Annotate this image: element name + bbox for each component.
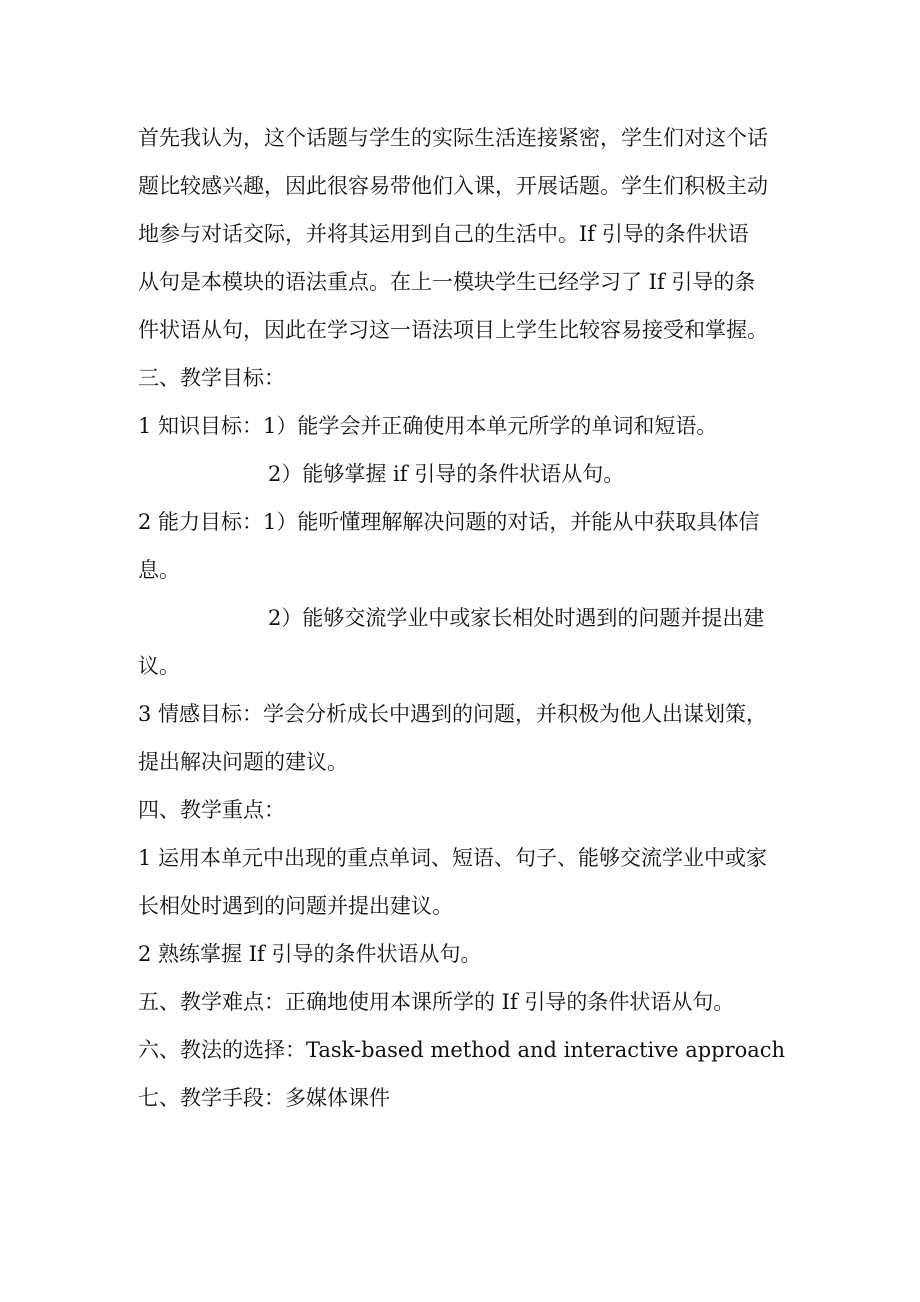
section-heading-objectives: 三、教学目标： (138, 366, 285, 390)
objective-knowledge-2: 2）能够掌握 if 引导的条件状语从句。 (268, 462, 625, 486)
section-teaching-means: 七、教学手段：多媒体课件 (138, 1086, 390, 1110)
section-difficulties: 五、教学难点：正确地使用本课所学的 If 引导的条件状语从句。 (138, 990, 735, 1014)
objective-knowledge-1: 1 知识目标：1）能学会并正确使用本单元所学的单词和短语。 (138, 414, 718, 438)
key-point-2: 2 熟练掌握 If 引导的条件状语从句。 (138, 942, 482, 966)
paragraph-line: 从句是本模块的语法重点。在上一模块学生已经学习了 If 引导的条 (138, 270, 756, 294)
paragraph-line: 首先我认为，这个话题与学生的实际生活连接紧密，学生们对这个话 (138, 126, 768, 150)
section-teaching-method: 六、教法的选择：Task-based method and interactive approach (138, 1038, 786, 1062)
objective-ability-2: 2）能够交流学业中或家长相处时遇到的问题并提出建 (268, 606, 765, 630)
paragraph-line: 件状语从句，因此在学习这一语法项目上学生比较容易接受和掌握。 (138, 318, 768, 342)
objective-ability-1: 2 能力目标：1）能听懂理解解决问题的对话，并能从中获取具体信 (138, 510, 760, 534)
objective-emotion: 3 情感目标：学会分析成长中遇到的问题，并积极为他人出谋划策， (138, 702, 768, 726)
key-point-1-cont: 长相处时遇到的问题并提出建议。 (138, 894, 453, 918)
objective-emotion-cont: 提出解决问题的建议。 (138, 750, 348, 774)
key-point-1: 1 运用本单元中出现的重点单词、短语、句子、能够交流学业中或家 (138, 846, 768, 870)
paragraph-line: 地参与对话交际，并将其运用到自己的生活中。If 引导的条件状语 (138, 222, 749, 246)
objective-ability-2-cont: 议。 (138, 654, 180, 678)
paragraph-line: 题比较感兴趣，因此很容易带他们入课，开展话题。学生们积极主动 (138, 174, 768, 198)
section-heading-key-points: 四、教学重点： (138, 798, 285, 822)
objective-ability-1-cont: 息。 (138, 558, 180, 582)
